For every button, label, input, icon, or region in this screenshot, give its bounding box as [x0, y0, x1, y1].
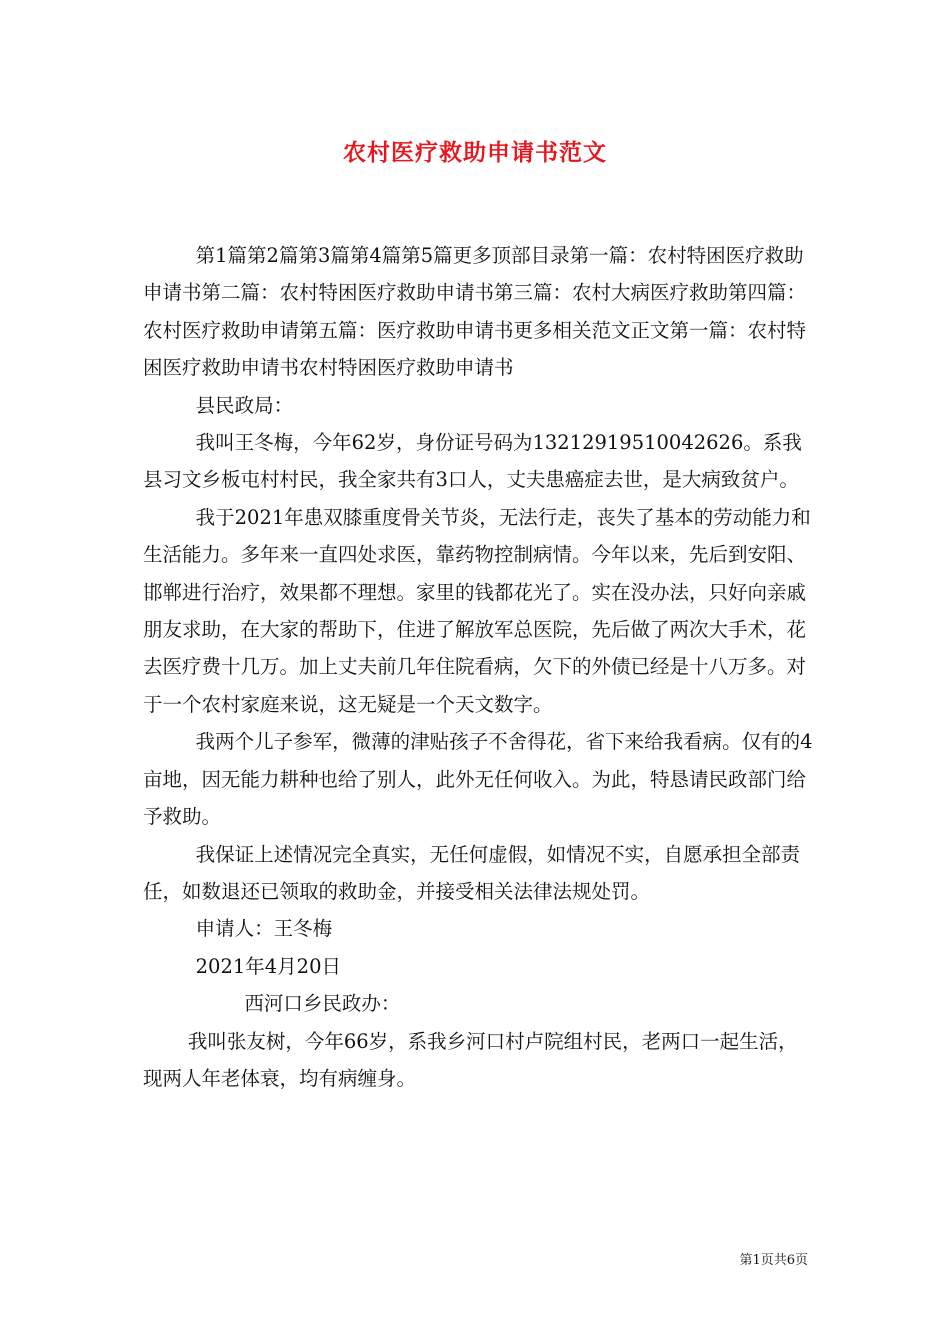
document-body — [143, 237, 815, 1097]
body-paragraph: 我保证上述情况完全真实，无任何虚假，如情况不实，自愿承担全部责任，如数退还已领取的救助金，并接受相关法律法规处罚。 — [143, 842, 801, 903]
body-paragraph: 我于2021年患双膝重度骨关节炎，无法行走，丧失了基本的劳动能力和生活能力。多年来一直四处求医，靠药物控制病情。今年以来，先后到安阳、邯郸进行治疗，效果都不理想。家里的钱都花光了。实在没办法，只好向亲戚朋友求助，在大家的帮助下，住进了解放军总医院，先后做了两次大手术，花去医疗费十几万。加上丈夫前几年住院看病，欠下的外债已经是十八万多。对于一个农村家庭来说，这无疑是一个天文数字。 — [143, 505, 811, 716]
salutation-paragraph: 县民政局： — [195, 393, 294, 417]
date-line: 2021年4月20日 — [195, 954, 341, 978]
body-paragraph: 我叫张友树，今年66岁，系我乡河口村卢院组村民，老两口一起生活，现两人年老体衰，均有病缠身。 — [143, 1029, 798, 1090]
table-of-contents-paragraph: 第1篇第2篇第3篇第4篇第5篇更多顶部目录第一篇：农村特困医疗救助申请书第二篇：农村特困医疗救助申请书第三篇：农村大病医疗救助第四篇：农村医疗救助申请第五篇：医疗救助申请书更多相关范文正文第一篇：农村特困医疗救助申请书农村特困医疗救助申请书 — [143, 244, 807, 380]
document-title: 农村医疗救助申请书范文 — [343, 139, 607, 166]
body-paragraph: 我叫王冬梅，今年62岁，身份证号码为13212919510042626。系我县习文乡板屯村村民，我全家共有3口人，丈夫患癌症去世，是大病致贫户。 — [143, 431, 802, 492]
body-paragraph: 我两个儿子参军，微薄的津贴孩子不舍得花，省下来给我看病。仅有的4亩地，因无能力耕种也给了别人，此外无任何收入。为此，特恳请民政部门给予救助。 — [143, 730, 813, 829]
salutation-paragraph: 西河口乡民政办： — [244, 992, 401, 1016]
page-number: 第1页共6页 — [739, 1253, 808, 1268]
applicant-signature: 申请人：王冬梅 — [195, 917, 333, 941]
